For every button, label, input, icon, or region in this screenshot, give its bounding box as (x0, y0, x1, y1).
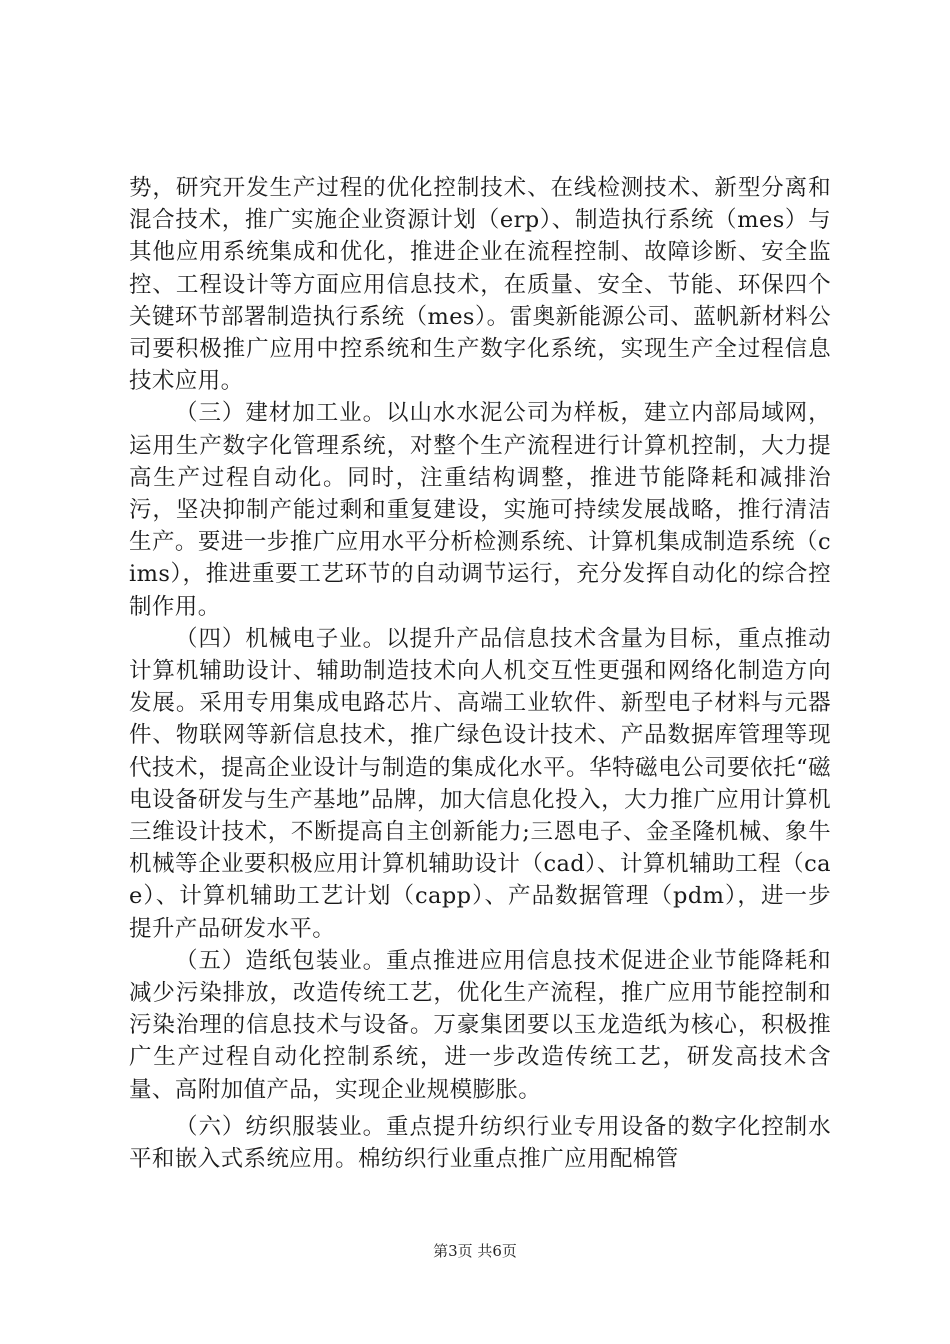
paragraph-paper-packaging: （五）造纸包装业。重点推进应用信息技术促进企业节能降耗和减少污染排放，改造传统工艺，优化生产流程，推广应用节能控制和污染治理的信息技术与设备。万豪集团要以玉龙造纸为核心，积极推广生产过程自动化控制系统，进一步改造传统工艺，研发高技术含量、高附加值产品，实现企业规模膨胀。 (129, 947, 831, 1103)
paragraph-machinery-electronics: （四）机械电子业。以提升产品信息技术含量为目标，重点推动计算机辅助设计、辅助制造技术向人机交互性更强和网络化制造方向发展。采用专用集成电路芯片、高端工业软件、新型电子材料与元器件、物联网等新信息技术，推广绿色设计技术、产品数据库管理等现代技术，提高企业设计与制造的集成化水平。华特磁电公司要依托“磁电设备研发与生产基地”品牌，加大信息化投入，大力推广应用计算机三维设计技术，不断提高自主创新能力;三恩电子、金圣隆机械、象牛机械等企业要积极应用计算机辅助设计（cad）、计算机辅助工程（cae）、计算机辅助工艺计划（capp）、产品数据管理（pdm），进一步提升产品研发水平。 (129, 625, 831, 942)
paragraph-continuation: 势，研究开发生产过程的优化控制技术、在线检测技术、新型分离和混合技术，推广实施企业资源计划（erp）、制造执行系统（mes）与其他应用系统集成和优化，推进企业在流程控制、故障诊断、安全监控、工程设计等方面应用信息技术，在质量、安全、节能、环保四个关键环节部署制造执行系统（mes）。雷奥新能源公司、蓝帆新材料公司要积极推广应用中控系统和生产数字化系统，实现生产全过程信息技术应用。 (129, 175, 831, 395)
paragraph-building-materials: （三）建材加工业。以山水水泥公司为样板，建立内部局域网，运用生产数字化管理系统，对整个生产流程进行计算机控制，大力提高生产过程自动化。同时，注重结构调整，推进节能降耗和减排治污，坚决抑制产能过剩和重复建设，实施可持续发展战略，推行清洁生产。要进一步推广应用水平分析检测系统、计算机集成制造系统（cims），推进重要工艺环节的自动调节运行，充分发挥自动化的综合控制作用。 (129, 400, 831, 620)
document-body (129, 172, 831, 1175)
page-footer: 第3页 共6页 (433, 1242, 517, 1260)
paragraph-textile-apparel: （六）纺织服装业。重点提升纺织行业专用设备的数字化控制水平和嵌入式系统应用。棉纺织行业重点推广应用配棉管 (129, 1113, 831, 1173)
